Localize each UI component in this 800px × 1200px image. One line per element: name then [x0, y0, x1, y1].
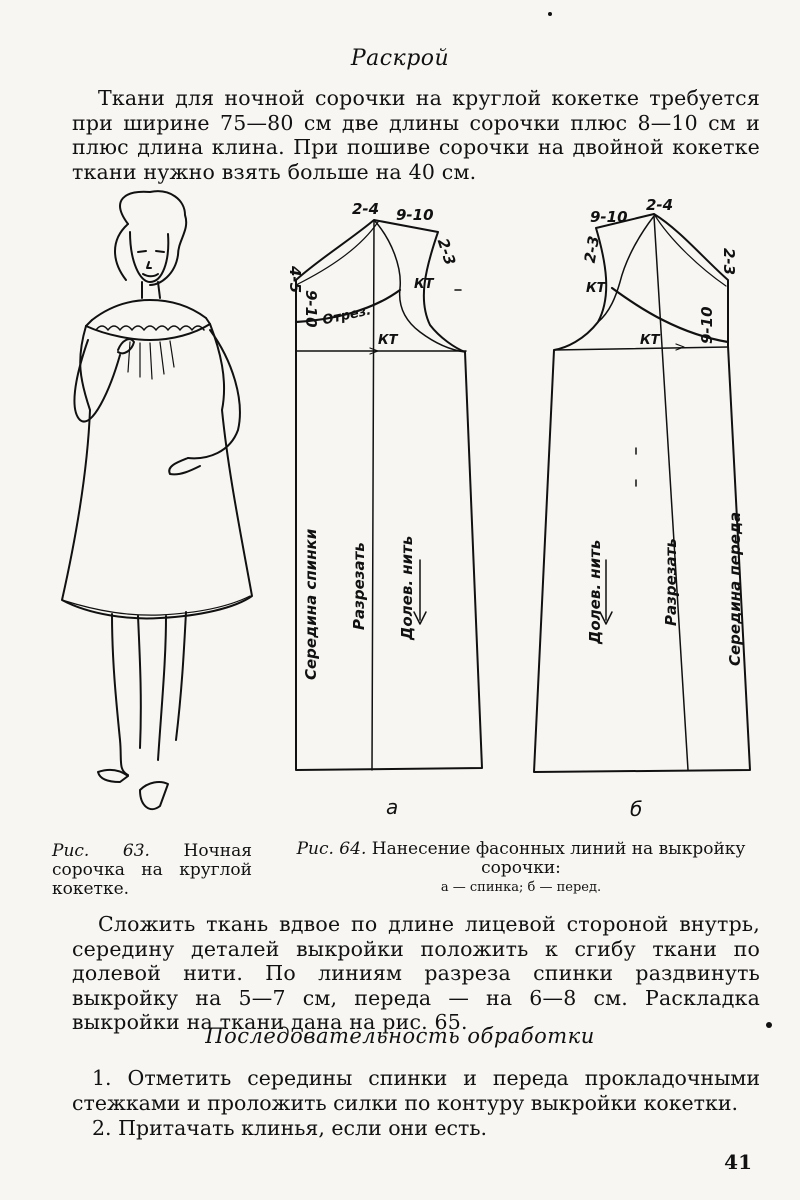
section-title-sequence: Последовательность обработки — [205, 1024, 595, 1048]
back-label-kt1: КТ — [414, 277, 434, 292]
front-label-grain: Долев. нить — [586, 539, 604, 644]
page-number: 41 — [724, 1150, 752, 1174]
pattern-back — [296, 220, 482, 770]
nightgown-figure — [62, 191, 252, 809]
fig64-caption — [296, 840, 746, 878]
section-title-cutting: Раскрой — [350, 46, 450, 71]
back-letter: а — [386, 795, 399, 819]
back-label-side-top: 2-3 — [433, 236, 460, 268]
fig64-label: Рис. 64. — [296, 839, 367, 859]
back-label-cut: Отрез. — [321, 303, 373, 329]
back-label-top1: 2-4 — [352, 200, 380, 218]
front-label-right2: 9-10 — [698, 306, 716, 344]
step-item-2: 2. Притачать клинья, если они есть. — [92, 1116, 488, 1140]
front-label-kt2: КТ — [640, 333, 660, 348]
front-label-center: Середина переда — [726, 511, 744, 666]
front-label-top2: 9-10 — [590, 208, 628, 226]
layout-paragraph: Сложить ткань вдвое по длине лицевой стороной внутрь, середину деталей выкройки положить к сгибу ткани по долевой нити. По линиям разреза спинки раздвинуть выкройку на 5—7 см, переда — на 6—8 см. Раскладка выкройки на ткани дана на рис. 65. — [72, 912, 760, 1035]
step-item-1: 1. Отметить середины спинки и переда прокладочными стежками и проложить силки по контуру выкройки кокетки. — [72, 1066, 760, 1115]
front-label-slit: Разрезать — [662, 538, 680, 626]
front-label-side-top: 2-3 — [580, 234, 604, 265]
back-label-grain: Долев. нить — [398, 535, 416, 640]
back-label-center: Середина спинки — [302, 528, 320, 680]
intro-paragraph: Ткани для ночной сорочки на круглой кокетке требуется при ширине 75—80 см две длины сорочки плюс 8—10 см и плюс длина клина. При пошиве сорочки на двойной кокетке ткани нужно взять больше на 40 см. — [72, 86, 760, 184]
front-label-top1: 2-4 — [646, 196, 674, 214]
fig64-text: Нанесение фасонных линий на выкройку сорочки: — [371, 839, 746, 878]
fig64-sub: а — спинка; б — перед. — [440, 880, 602, 895]
fig63-text: Ночная сорочка на круглой кокетке. — [52, 841, 252, 899]
pattern-front — [534, 214, 750, 772]
back-label-left2: 9-10 — [302, 290, 320, 328]
back-label-left: 4-5 — [286, 266, 304, 294]
print-mark — [548, 12, 552, 16]
back-label-slit: Разрезать — [350, 542, 368, 630]
front-label-right: 2-3 — [720, 248, 738, 276]
back-label-kt2: КТ — [378, 333, 398, 348]
print-mark — [766, 1022, 772, 1028]
fig63-caption — [52, 842, 252, 899]
front-label-kt1: КТ — [586, 281, 606, 296]
front-letter: б — [630, 797, 643, 821]
fig63-label: Рис. 63. — [52, 841, 150, 861]
back-label-top2: 9-10 — [396, 206, 434, 224]
